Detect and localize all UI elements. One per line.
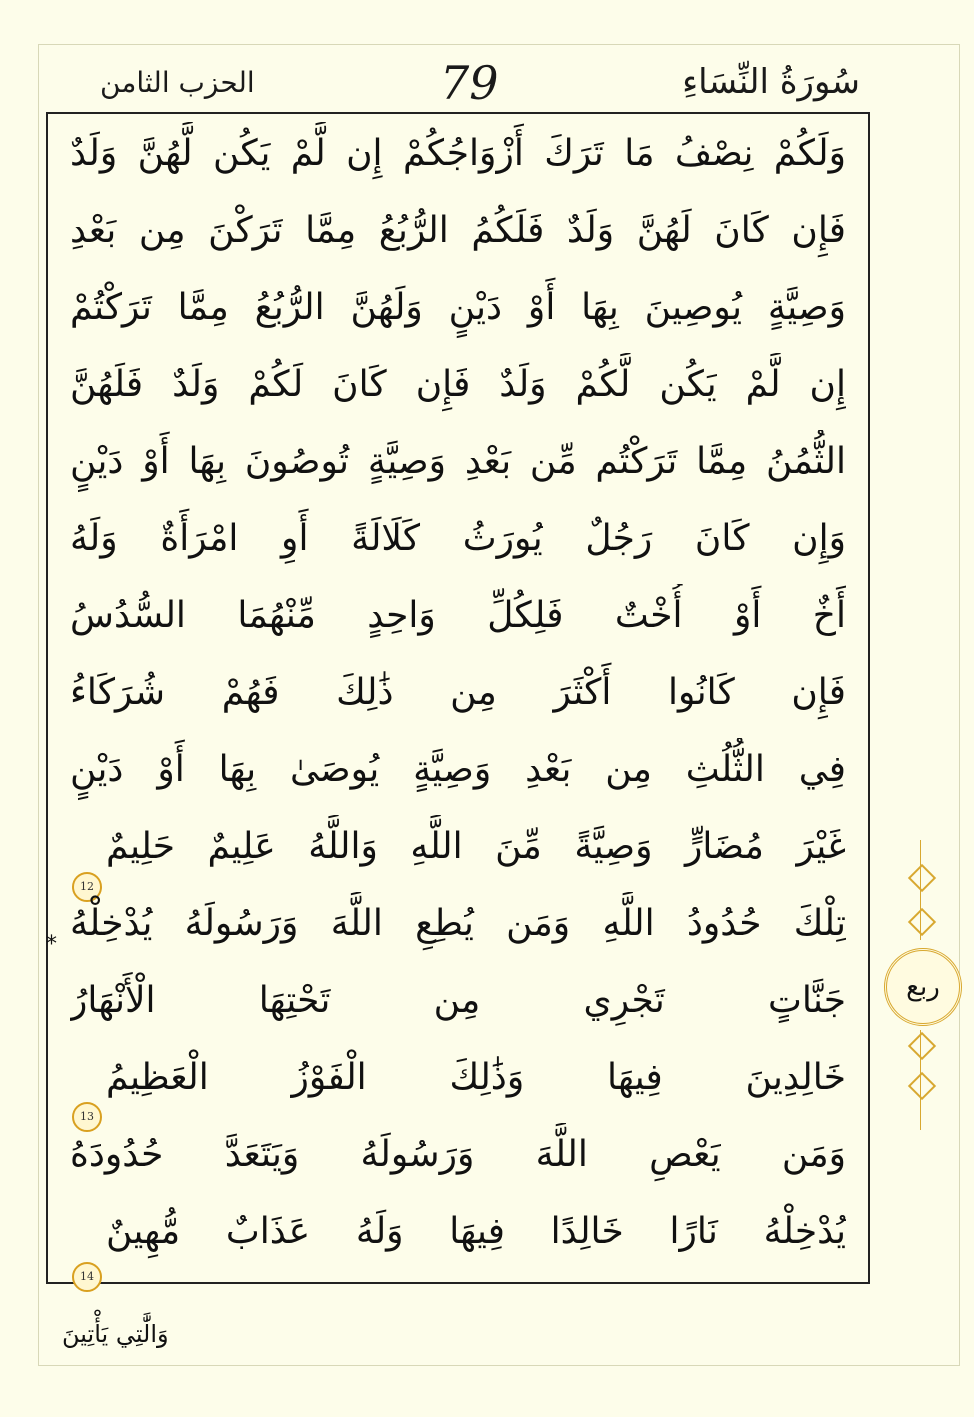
quran-line: فَإِن كَانَ لَهُنَّ وَلَدٌ فَلَكُمُ الرُّبُعُ مِمَّا تَرَكْنَ مِن بَعْدِ xyxy=(70,210,846,251)
ayah-number-marker: 12 xyxy=(72,872,102,902)
ornament-diamond xyxy=(908,908,936,936)
ayah-number-marker: 14 xyxy=(72,1262,102,1292)
page-number: 79 xyxy=(440,56,499,110)
rub-marker xyxy=(876,840,966,1140)
ornament-line xyxy=(920,1030,921,1130)
ayah-number-marker: 13 xyxy=(72,1102,102,1132)
quran-line: وَلَكُمْ نِصْفُ مَا تَرَكَ أَزْوَاجُكُمْ إِن لَّمْ يَكُن لَّهُنَّ وَلَدٌ xyxy=(70,133,846,174)
surah-name: سُورَةُ النِّسَاءِ xyxy=(682,62,860,102)
hizb-star-marker: * xyxy=(46,932,57,957)
ornament-diamond xyxy=(908,864,936,892)
page-header xyxy=(60,58,860,110)
hizb-name: الحزب الثامن xyxy=(100,66,255,99)
quran-line: أَخٌ أَوْ أُخْتٌ فَلِكُلِّ وَاحِدٍ مِّنْهُمَا السُّدُسُ xyxy=(70,595,846,636)
text-frame xyxy=(46,112,870,1284)
quran-line: إِن لَّمْ يَكُن لَّكُمْ وَلَدٌ فَإِن كَانَ لَكُمْ وَلَدٌ فَلَهُنَّ xyxy=(70,364,846,405)
quran-line: يُدْخِلْهُ نَارًا خَالِدًا فِيهَا وَلَهُ عَذَابٌ مُّهِينٌ xyxy=(106,1211,846,1252)
quran-line: تِلْكَ حُدُودُ اللَّهِ وَمَن يُطِعِ اللَّهَ وَرَسُولَهُ يُدْخِلْهُ xyxy=(70,903,846,944)
quran-line: جَنَّاتٍ تَجْرِي مِن تَحْتِهَا الْأَنْهَارُ xyxy=(70,980,846,1021)
quran-line: وَمَن يَعْصِ اللَّهَ وَرَسُولَهُ وَيَتَعَدَّ حُدُودَهُ xyxy=(70,1134,846,1175)
ornament-diamond xyxy=(908,1032,936,1060)
quran-line: فَإِن كَانُوا أَكْثَرَ مِن ذَٰلِكَ فَهُمْ شُرَكَاءُ xyxy=(70,672,846,713)
quran-line: فِي الثُّلُثِ مِن بَعْدِ وَصِيَّةٍ يُوصَىٰ بِهَا أَوْ دَيْنٍ xyxy=(70,749,846,790)
catchword: وَالَّٰتِي يَأْتِينَ xyxy=(62,1320,169,1348)
quran-line: غَيْرَ مُضَارٍّ وَصِيَّةً مِّنَ اللَّهِ وَاللَّهُ عَلِيمٌ حَلِيمٌ xyxy=(106,826,846,867)
rub-label: ربع xyxy=(884,948,962,1026)
ornament-diamond xyxy=(908,1072,936,1100)
quran-line: خَالِدِينَ فِيهَا وَذَٰلِكَ الْفَوْزُ الْعَظِيمُ xyxy=(106,1057,846,1098)
quran-line: وَصِيَّةٍ يُوصِينَ بِهَا أَوْ دَيْنٍ وَلَهُنَّ الرُّبُعُ مِمَّا تَرَكْتُمْ xyxy=(70,287,846,328)
quran-line: الثُّمُنُ مِمَّا تَرَكْتُم مِّن بَعْدِ وَصِيَّةٍ تُوصُونَ بِهَا أَوْ دَيْنٍ xyxy=(70,441,846,482)
quran-line: وَإِن كَانَ رَجُلٌ يُورَثُ كَلَالَةً أَوِ امْرَأَةٌ وَلَهُ xyxy=(70,518,846,559)
